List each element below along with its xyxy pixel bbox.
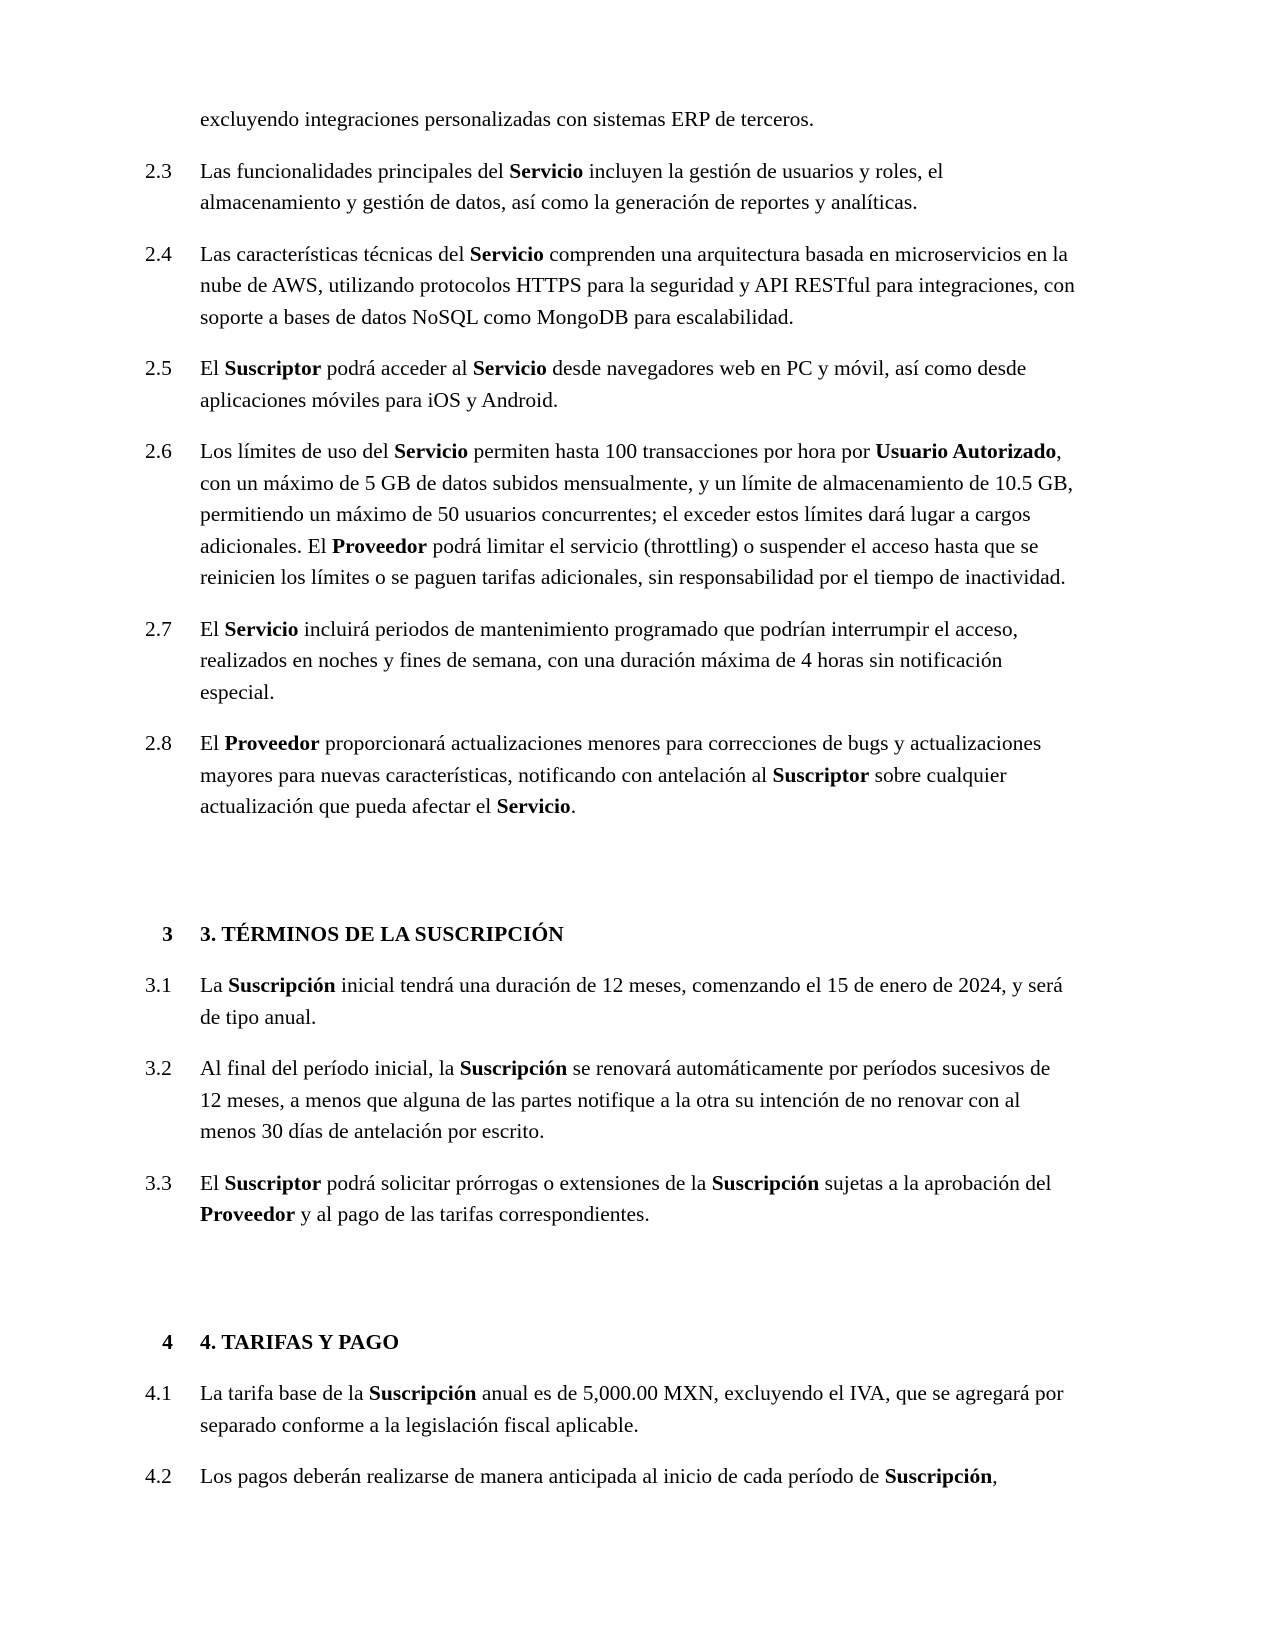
clause-3.1	[145, 970, 1075, 1033]
section-number: 3	[162, 921, 173, 946]
clause-run: sobre cualquier actualización que pueda afectar el	[200, 762, 1007, 818]
clause-run: Al final del período inicial, la	[200, 1056, 460, 1080]
document-body	[145, 104, 1075, 1493]
continuation-paragraph: excluyendo integraciones personalizadas con sistemas ERP de terceros.	[200, 107, 815, 131]
defined-term: Suscripción	[711, 1170, 820, 1195]
clause-run: Las características técnicas del	[200, 241, 470, 266]
clause-text	[200, 436, 1075, 594]
clause-run: El	[200, 1170, 225, 1195]
defined-term: Proveedor	[224, 731, 320, 755]
clause-run: El	[200, 356, 225, 380]
clause-number: 2.6	[145, 439, 172, 463]
defined-term: Usuario Autorizado	[875, 439, 1057, 463]
clause-run: Las funcionalidades principales del	[200, 158, 510, 183]
clause-text	[200, 1168, 1075, 1231]
clause-run: se renovará automáticamente por períodos sucesivos de 12 meses, a menos que alguna de las partes notifique a la otra su intención de no renovar con al menos 30 días de antelación por escrito.	[200, 1056, 1051, 1143]
clause-run: El	[200, 616, 225, 641]
clause-run: podrá solicitar prórrogas o extensiones de la	[321, 1170, 712, 1195]
clause-number: 2.5	[145, 356, 172, 380]
clause-3.3	[145, 1168, 1075, 1231]
clause-4.1	[145, 1378, 1075, 1441]
section-heading-3	[145, 919, 1075, 951]
clause-text	[200, 239, 1075, 334]
clause-2.4	[145, 239, 1075, 334]
defined-term: Servicio	[472, 356, 547, 380]
clause-run: y al pago de las tarifas correspondientes.	[295, 1202, 650, 1226]
clause-number: 2.8	[145, 731, 172, 755]
clause-number: 4.2	[145, 1464, 172, 1488]
clause-number: 2.4	[145, 241, 172, 266]
defined-term: Suscripción	[884, 1464, 993, 1488]
clause-run: anual es de 5,000.00 MXN, excluyendo el IVA, que se agregará por separado conforme a la legislación fiscal aplicable.	[200, 1381, 1064, 1437]
clause-text	[200, 156, 1075, 219]
clause-run: La	[200, 973, 229, 997]
section-title: 4. TARIFAS Y PAGO	[200, 1329, 400, 1354]
clause-run: incluyen la gestión de usuarios y roles, el almacenamiento y gestión de datos, así como la generación de reportes y analíticas.	[200, 158, 944, 214]
clause-2.3	[145, 156, 1075, 219]
clause-run: podrá limitar el servicio (throttling) o suspender el acceso hasta que se reinicien los límites o se paguen tarifas adicionales, sin responsabilidad por el tiempo de inactividad.	[200, 533, 1066, 589]
clause-run: proporcionará actualizaciones menores para correcciones de bugs y actualizaciones mayores para nuevas características, notificando con antelación al	[200, 731, 1042, 787]
clause-run: sujetas a la aprobación del	[819, 1170, 1052, 1195]
clause-run: inicial tendrá una duración de 12 meses, comenzando el 15 de enero de 2024, y será de tipo anual.	[200, 973, 1063, 1029]
clause-run: , con un máximo de 5 GB de datos subidos mensualmente, y un límite de almacenamiento de 10.5 GB, permitiendo un máximo de 50 usuarios concurrentes; el exceder estos límites dará lugar a cargos adicionales. El	[200, 439, 1073, 558]
clause-text	[200, 1461, 1075, 1493]
clause-4.2	[145, 1461, 1075, 1493]
clause-text	[200, 970, 1075, 1033]
section-spacer	[145, 823, 1075, 857]
clause-run: desde navegadores web en PC y móvil, así como desde aplicaciones móviles para iOS y Android.	[200, 356, 1027, 412]
clause-run: incluirá periodos de mantenimiento programado que podrían interrumpir el acceso, realizados en noches y fines de semana, con una duración máxima de 4 horas sin notificación especial.	[200, 616, 1018, 704]
section-heading-4	[145, 1327, 1075, 1359]
clause-text	[200, 614, 1075, 709]
clause-number: 2.3	[145, 158, 172, 183]
clause-run: La tarifa base de la	[200, 1381, 369, 1405]
section-spacer	[145, 1231, 1075, 1265]
clause-2.7	[145, 614, 1075, 709]
clause-run: podrá acceder al	[321, 356, 473, 380]
clause-text	[200, 728, 1075, 823]
clause-number: 4.1	[145, 1381, 172, 1405]
defined-term: Servicio	[496, 794, 571, 818]
clause-run: comprenden una arquitectura basada en microservicios en la nube de AWS, utilizando protocolos HTTPS para la seguridad y API RESTful para integraciones, con soporte a bases de datos NoSQL como MongoDB para escalabilidad.	[200, 241, 1075, 329]
clause-run: .	[570, 794, 577, 818]
defined-term: Proveedor	[331, 533, 428, 558]
defined-term: Suscriptor	[224, 356, 322, 380]
clause-2.8	[145, 728, 1075, 823]
clause-number: 3.3	[145, 1170, 172, 1195]
defined-term: Suscripción	[459, 1056, 568, 1080]
defined-term: Suscripción	[228, 973, 336, 997]
clause-run: ,	[992, 1464, 998, 1488]
clause-text	[200, 1053, 1075, 1148]
defined-term: Suscriptor	[772, 762, 870, 787]
defined-term: Suscripción	[368, 1381, 477, 1405]
clause-number: 3.1	[145, 973, 172, 997]
clause-list-section-3	[145, 970, 1075, 1231]
defined-term: Servicio	[394, 439, 469, 463]
defined-term: Servicio	[469, 241, 544, 266]
clause-list-section-2	[145, 156, 1075, 823]
section-title: 3. TÉRMINOS DE LA SUSCRIPCIÓN	[200, 921, 564, 946]
defined-term: Servicio	[509, 158, 584, 183]
clause-run: permiten hasta 100 transacciones por hora por	[468, 439, 876, 463]
clause-run: Los límites de uso del	[200, 439, 395, 463]
clause-run: El	[200, 731, 225, 755]
clause-run: Los pagos deberán realizarse de manera anticipada al inicio de cada período de	[200, 1464, 885, 1488]
clause-3.2	[145, 1053, 1075, 1148]
section-number: 4	[162, 1329, 173, 1354]
clause-number: 3.2	[145, 1056, 172, 1080]
clause-text	[200, 1378, 1075, 1441]
clause-list-section-4	[145, 1378, 1075, 1493]
defined-term: Suscriptor	[224, 1170, 322, 1195]
defined-term: Proveedor	[200, 1202, 296, 1226]
clause-number: 2.7	[145, 616, 172, 641]
defined-term: Servicio	[224, 616, 299, 641]
clause-text	[200, 353, 1075, 416]
clause-2.6	[145, 436, 1075, 594]
clause-2.5	[145, 353, 1075, 416]
